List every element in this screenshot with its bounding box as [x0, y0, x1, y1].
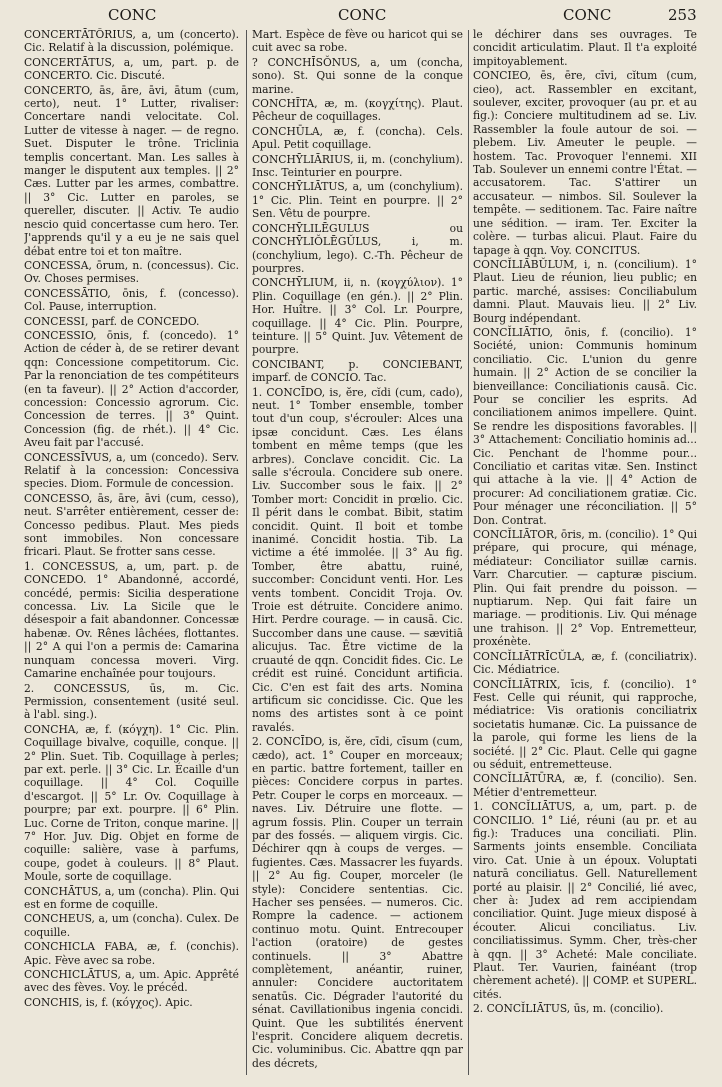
column-3	[473, 28, 697, 1078]
dictionary-entry: 2. CONCESSUS, ūs, m. Cic. Permission, consentement (usité seul. à l'abl. sing.).	[24, 681, 239, 722]
dictionary-entry: CONCESSI, parf. de CONCEDO.	[24, 314, 200, 328]
dictionary-entry: CONCESSĪVUS, a, um (concedo). Serv. Relatif à la concession: Concessiva species. Diom. Formule de concession.	[24, 450, 239, 491]
header-center: CONC	[338, 6, 387, 24]
page-number: 253	[668, 6, 697, 24]
dictionary-entry: 1. CONCESSUS, a, um, part. p. de CONCEDO. 1° Abandonné, accordé, concédé, permis: Sicilia desperatione concessa. Liv. La Sicile que le désespoir a fait abandonner. Concessæ habenæ. Ov. Rênes lâchées, flottantes. || 2° A qui l'on a permis de: Camarina nunquam concessa moveri. Virg. Camarine enchaînée pour toujours.	[24, 559, 239, 681]
dictionary-entry: CONCESSO, ās, āre, āvi (cum, cesso), neut. S'arrêter entièrement, cesser de: Concesso pedibus. Plaut. Mes pieds sont immobiles. Non concessare fricari. Plaut. Se frotter sans cesse.	[24, 491, 239, 559]
running-header	[0, 6, 722, 28]
dictionary-entry: CONCHIS, is, f. (κόγχος). Apic.	[24, 995, 193, 1009]
dictionary-entry: CONCIEO, ēs, ēre, cīvi, cĭtum (cum, cieo), act. Rassembler en excitant, soulever, exciter, provoquer (au pr. et au fig.): Conciere multitudinem ad se. Liv. Rassembler la foule autour de soi. — plebem. Liv. Ameuter le peuple. — hostem. Tac. Provoquer l'ennemi. XII Tab. Soulever un ennemi contre l'État. — accusatorem. Tac. S'attirer un accusateur. — nimbos. Sil. Soulever la tempête. — seditionem. Tac. Faire naître une sédition. — iram. Ter. Exciter la colère. — turbas alicui. Plaut. Faire du tapage à qqn. Voy. CONCITUS.	[473, 69, 697, 257]
dictionary-entry: CONCĬLIĀTRIX, īcis, f. (concilio). 1° Fest. Celle qui réunit, qui rapproche, médiatrice: Vis orationis conciliatrix societatis humanæ. Cic. La puissance de la parole, qui forme les liens de la société. || 2° Cic. Plaut. Celle qui gagne ou séduit, entremetteuse.	[473, 677, 697, 771]
dictionary-entry: 2. CONCĪDO, is, ĕre, cīdi, cīsum (cum, cædo), act. 1° Couper en morceaux; en partic. battre fortement, tailler en pièces: Concidere corpus in partes. Petr. Couper le corps en morceaux. — naves. Liv. Détruire une flotte. — agrum fossis. Plin. Couper un terrain par des fossés. — aliquem virgis. Cic. Déchirer qqn à coups de verges. — fugientes. Cæs. Massacrer les fuyards. || 2° Au fig. Couper, morceler (le style): Concidere sententias. Cic. Hacher ses pensées. — numeros. Cic. Rompre la cadence. — actionem continuo motu. Quint. Entrecouper l'action (oratoire) de gestes continuels. || 3° Abattre complètement, anéantir, ruiner, annuler: Concidere auctoritatem senatūs. Cic. Dégrader l'autorité du sénat. Cavillationibus ingenia concidi. Quint. Que les subtilités énervent l'esprit. Concidere aliquem decretis. Cic. voluminibus. Cic. Abattre qqn par des décrets,	[252, 735, 463, 1070]
dictionary-entry: CONCĬLIĀTRĪCŬLA, æ, f. (conciliatrix). Cic. Médiatrice.	[473, 649, 697, 677]
dictionary-entry: CONCHĪTA, æ, m. (κογχίτης). Plaut. Pêcheur de coquillages.	[252, 97, 463, 124]
dictionary-entry: CONCĬLIĀTŪRA, æ, f. (concilio). Sen. Métier d'entremetteur.	[473, 772, 697, 799]
dictionary-entry: Mart. Espèce de fève ou haricot qui se cuit avec sa robe.	[252, 28, 463, 55]
dictionary-entry: CONCHȲLILĒGULUS ou CONCHȲLIŎLĒGŬLUS, i, m. (conchylium, lego). C.-Th. Pêcheur de pourpres.	[252, 221, 463, 275]
dictionary-entry: CONCHA, æ, f. (κόγχη). 1° Cic. Plin. Coquillage bivalve, coquille, conque. || 2° Plin. Suet. Tib. Coquillage à perles; par ext. perle. || 3° Cic. Lr. Écaille d'un coquillage. || 4° Col. Coquille d'escargot. || 5° Lr. Ov. Coquillage à pourpre; par ext. pourpre. || 6° Plin. Luc. Corne de Triton, conque marine. || 7° Hor. Juv. Dig. Objet en forme de coquille: salière, vase à parfums, coupe, godet à couleurs. || 8° Plaut. Moule, sorte de coquillage.	[24, 722, 239, 884]
dictionary-entry: CONCHICLĀTUS, a, um. Apic. Apprêté avec des fèves. Voy. le précéd.	[24, 968, 239, 995]
dictionary-entry: ? CONCHĪSŎNUS, a, um (concha, sono). St. Qui sonne de la conque marine.	[252, 55, 463, 96]
dictionary-entry: CONCHȲLIĀTUS, a, um (conchylium). 1° Cic. Plin. Teint en pourpre. || 2° Sen. Vêtu de pourpre.	[252, 180, 463, 221]
dictionary-entry: CONCHŪLA, æ, f. (concha). Cels. Apul. Petit coquillage.	[252, 124, 463, 152]
dictionary-entry: 2. CONCĬLIĀTUS, ūs, m. (concilio).	[473, 1002, 664, 1016]
dictionary-entry: CONCIBANT, p. CONCIEBANT, imparf. de CONCIO. Tac.	[252, 357, 463, 385]
dictionary-entry: CONCHȲLIUM, ii, n. (κογχύλιον). 1° Plin. Coquillage (en gén.). || 2° Plin. Hor. Huître. || 3° Col. Lr. Pourpre, coquillage. || 4° Cic. Plin. Pourpre, teinture. || 5° Quint. Juv. Vêtement de pourpre.	[252, 276, 463, 357]
dictionary-entry: CONCESSĀTIO, ōnis, f. (concesso). Col. Pause, interruption.	[24, 286, 239, 314]
dictionary-entry: le déchirer dans ses ouvrages. Te concidit articulatim. Plaut. Il t'a exploité impitoyablement.	[473, 28, 697, 68]
header-left: CONC	[108, 6, 157, 24]
dictionary-entry: CONCHĀTUS, a, um (concha). Plin. Qui est en forme de coquille.	[24, 884, 239, 911]
dictionary-entry: CONCESSA, ōrum, n. (concessus). Cic. Ov. Choses permises.	[24, 258, 239, 286]
dictionary-entry: CONCESSIO, ōnis, f. (concedo). 1° Action de céder à, de se retirer devant qqn: Concessione competitorum. Cic. Par la renonciation de tes compétiteurs (en ta faveur). || 2° Action d'accorder, concession: Concessio agrorum. Cic. Concession de terres. || 3° Quint. Concession (fig. de rhét.). || 4° Cic. Aveu fait par l'accusé.	[24, 328, 239, 450]
dictionary-entry: CONCĬLIĀTOR, ōris, m. (concilio). 1° Qui prépare, qui procure, qui ménage, médiateur: Conciliator suillæ carnis. Varr. Charcutier. — capturæ piscium. Plin. Qui fait prendre du poisson. — nuptiarum. Nep. Qui fait faire un mariage. — proditionis. Liv. Qui ménage une trahison. || 2° Vop. Entremetteur, proxénète.	[473, 528, 697, 649]
column-divider	[468, 30, 469, 1075]
dictionary-entry: CONCĬLIĀBŬLUM, i, n. (concilium). 1° Plaut. Lieu de réunion, lieu public; en partic. marché, assises: Conciliabulum damni. Plaut. Mauvais lieu. || 2° Liv. Bourg indépendant.	[473, 257, 697, 325]
dictionary-entry: CONCĬLIĀTIO, ōnis, f. (concilio). 1° Société, union: Communis hominum conciliatio. Cic. L'union du genre humain. || 2° Action de se concilier la bienveillance: Conciliationis causā. Cic. Pour se concilier les esprits. Ad conciliationem animos impellere. Quint. Se rendre les dispositions favorables. || 3° Attachement: Conciliatio hominis ad... Cic. Penchant de l'homme pour... Conciliatio et caritas vitæ. Sen. Instinct qui attache à la vie. || 4° Action de procurer: Ad conciliationem gratiæ. Cic. Pour ménager une réconciliation. || 5° Don. Contrat.	[473, 325, 697, 527]
header-right: CONC	[563, 6, 612, 24]
column-1	[24, 28, 239, 1078]
dictionary-entry: 1. CONCĬLIĀTUS, a, um, part. p. de CONCILIO. 1° Lié, réuni (au pr. et au fig.): Traduces una conciliati. Plin. Sarments joints ensemble. Conciliata viro. Cat. Unie à un époux. Voluptati naturā conciliatus. Gell. Naturellement porté au plaisir. || 2° Concilié, lié avec, cher à: Judex ad rem accipiendam conciliatior. Quint. Juge mieux disposé à écouter. Alicui conciliatus. Liv. conciliatissimus. Symm. Cher, très-cher à qqn. || 3° Acheté: Male conciliate. Plaut. Ter. Vaurien, fainéant (trop chèrement acheté). || COMP. et SUPERL. cités.	[473, 800, 697, 1001]
dictionary-entry: CONCERTO, ās, āre, āvi, ātum (cum, certo), neut. 1° Lutter, rivaliser: Concertare nandi velocitate. Col. Lutter de vitesse à nager. — de regno. Suet. Disputer le trône. Triclinia templis concertant. Man. Les salles à manger le disputent aux temples. || 2° Cæs. Lutter par les armes, combattre. || 3° Cic. Lutter en paroles, se quereller, discuter. || Activ. Te audio nescio quid concertasse cum hero. Ter. J'apprends qu'il y a eu je ne sais quel débat entre toi et ton maître.	[24, 83, 239, 258]
dictionary-entry: CONCHȲLIĀRIUS, ii, m. (conchylium). Insc. Teinturier en pourpre.	[252, 152, 463, 180]
dictionary-entry: CONCERTĀTUS, a, um, part. p. de CONCERTO. Cic. Discuté.	[24, 55, 239, 83]
column-divider	[246, 30, 247, 1075]
dictionary-entry: CONCERTĀTŌRIUS, a, um (concerto). Cic. Relatif à la discussion, polémique.	[24, 28, 239, 55]
column-2	[252, 28, 463, 1078]
dictionary-entry: 1. CONCĪDO, is, ĕre, cĭdi (cum, cado), neut. 1° Tomber ensemble, tomber tout d'un coup, s'écrouler: Alces una ipsæ concidunt. Cæs. Les élans tombent en même temps (que les arbres). Conclave concidit. Cic. La salle s'écroula. Concidere sub onere. Liv. Succomber sous le faix. || 2° Tomber mort: Concidit in prœlio. Cic. Il périt dans le combat. Bibit, statim concidit. Quint. Il boit et tombe inanimé. Concidit hostia. Tib. La victime a été immolée. || 3° Au fig. Tomber, être abattu, ruiné, succomber: Concidunt venti. Hor. Les vents tombent. Concidit Troja. Ov. Troie est détruite. Concidere animo. Hirt. Perdre courage. — in causā. Cic. Succomber dans une cause. — sævitiā alicujus. Tac. Être victime de la cruauté de qqn. Concidit fides. Cic. Le crédit est ruiné. Concidunt artificia. Cic. C'en est fait des arts. Nomina artificum sic concidisse. Cic. Que les noms des artistes sont à ce point ravalés.	[252, 385, 463, 734]
dictionary-entry: CONCHICLA FABA, æ, f. (conchis). Apic. Fève avec sa robe.	[24, 940, 239, 967]
dictionary-entry: CONCHEUS, a, um (concha). Culex. De coquille.	[24, 912, 239, 939]
